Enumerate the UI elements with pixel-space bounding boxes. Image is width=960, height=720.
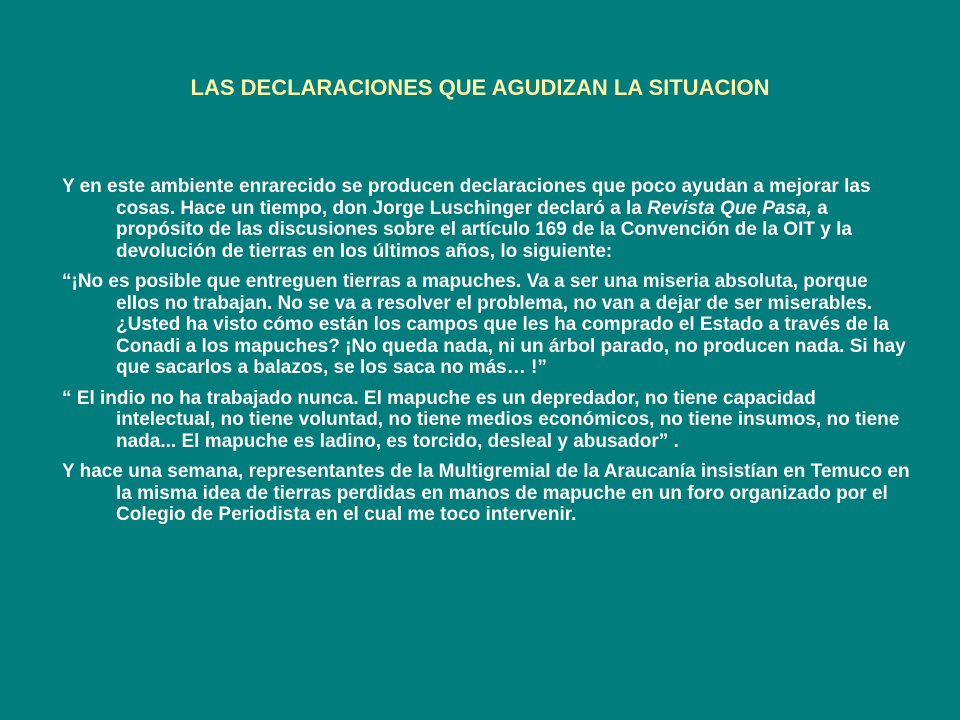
paragraph-context-text: Y en este ambiente enrarecido se producen declaraciones que poco ayudan a mejorar las cosas. Hace un tiempo, don Jorge Luschinger declaró a la	[62, 176, 871, 219]
quote-paragraph-2: “ El indio no ha trabajado nunca. El mapuche es un depredador, no tiene capacidad intelectual, no tiene voluntad, no tiene medios económicos, no tiene insumos, no tiene nada... El mapuche es ladino, es torcido, desleal y abusador” .	[62, 387, 900, 452]
slide-body	[62, 176, 912, 535]
magazine-title: Revista Que Pasa,	[647, 197, 812, 219]
slide-title: LAS DECLARACIONES QUE AGUDIZAN LA SITUACION	[190, 75, 770, 100]
paragraph-context	[62, 176, 912, 262]
paragraph-context-text-end: a propósito de las discusiones sobre el artículo 169 de la Convención de la OIT y la devolución de tierras en los últimos años, lo siguiente:	[116, 197, 852, 262]
quote-paragraph-1: “¡No es posible que entreguen tierras a mapuches. Va a ser una miseria absoluta, porque ellos no trabajan. No se va a resolver el problema, no van a dejar de ser miserables. ¿Usted ha visto cómo están los campos que les ha comprado el Estado a través de la Conadi a los mapuches? ¡No queda nada, ni un árbol parado, no producen nada. Si hay que sacarlos a balazos, se los saca no más… !”	[62, 271, 906, 378]
paragraph-closing: Y hace una semana, representantes de la Multigremial de la Araucanía insistían en Temuco en la misma idea de tierras perdidas en manos de mapuche en un foro organizado por el Colegio de Periodista en el cual me toco intervenir.	[62, 461, 910, 525]
